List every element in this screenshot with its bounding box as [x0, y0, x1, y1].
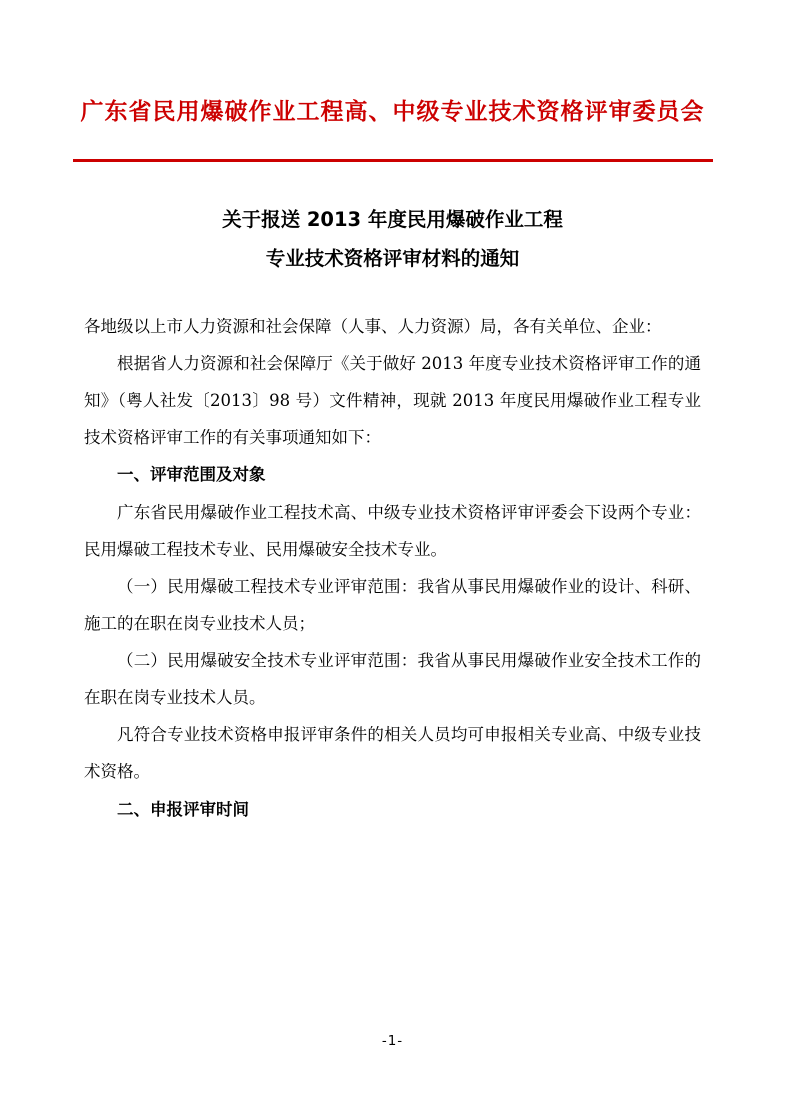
document-title — [0, 200, 785, 278]
document-body — [84, 308, 701, 828]
paragraph-scope-item-2: （二）民用爆破安全技术专业评审范围：我省从事民用爆破作业安全技术工作的在职在岗专业技术人员。 — [84, 651, 701, 708]
paragraph-committee-majors: 广东省民用爆破作业工程技术高、中级专业技术资格评审评委会下设两个专业：民用爆破工程技术专业、民用爆破安全技术专业。 — [84, 502, 701, 559]
paragraph-basis: 根据省人力资源和社会保障厅《关于做好 2013 年度专业技术资格评审工作的通知》（粤人社发〔2013〕98 号）文件精神，现就 2013 年度民用爆破作业工程专业技术资格评审工作的有关事项通知如下： — [84, 354, 701, 448]
document-title-line-2: 专业技术资格评审材料的通知 — [265, 246, 520, 270]
document-masthead: 广东省民用爆破作业工程高、中级专业技术资格评审委员会 — [80, 99, 705, 125]
section-heading-scope: 一、评审范围及对象 — [117, 465, 266, 485]
section-heading-schedule: 二、申报评审时间 — [117, 799, 249, 819]
page-number: -1- — [381, 1033, 404, 1049]
paragraph-eligibility: 凡符合专业技术资格申报评审条件的相关人员均可申报相关专业高、中级专业技术资格。 — [84, 725, 701, 782]
paragraph-scope-item-1: （一）民用爆破工程技术专业评审范围：我省从事民用爆破作业的设计、科研、施工的在职在岗专业技术人员； — [84, 576, 701, 633]
masthead-divider — [73, 159, 713, 162]
paragraph-addressee: 各地级以上市人力资源和社会保障（人事、人力资源）局，各有关单位、企业： — [84, 316, 662, 336]
document-title-line-1: 关于报送 2013 年度民用爆破作业工程 — [222, 207, 563, 231]
